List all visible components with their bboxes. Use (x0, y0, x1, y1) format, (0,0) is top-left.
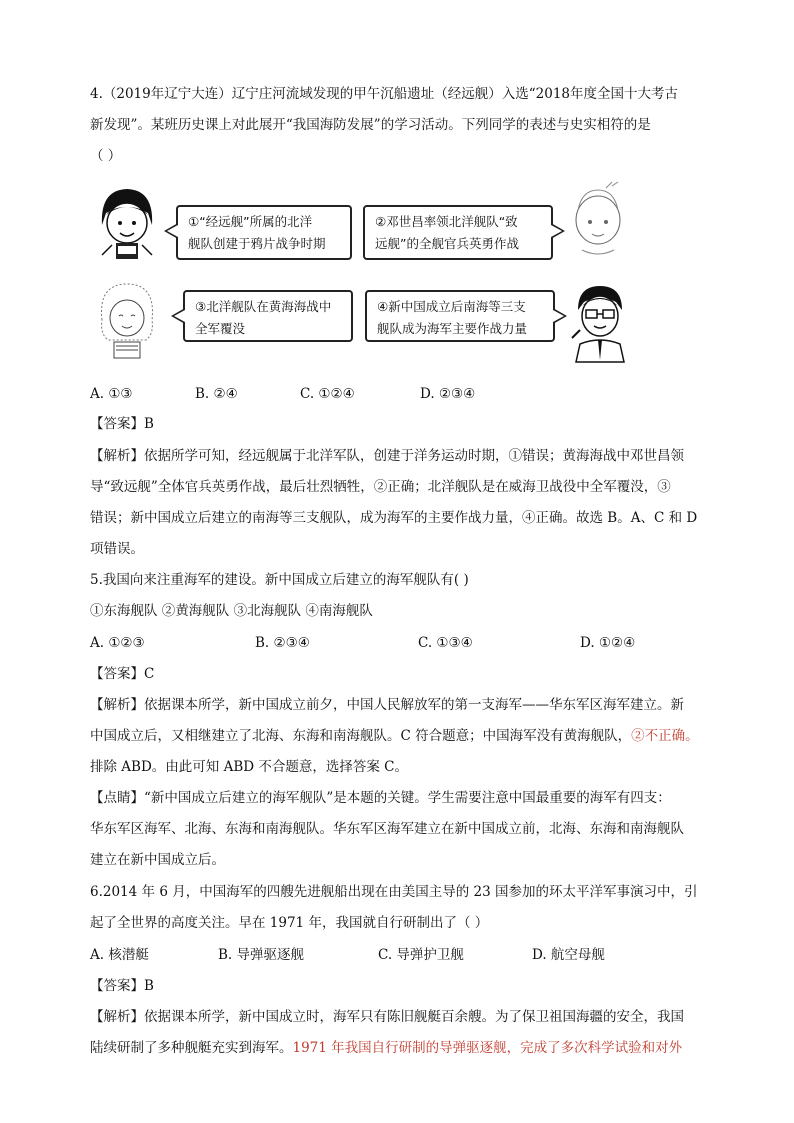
q4-analysis-line2: 导“致远舰”全体官兵英勇作战，最后壮烈牺牲，②正确；北洋舰队是在威海卫战役中全军覆没，③ (90, 479, 671, 495)
boy-sketch-figure (568, 180, 628, 264)
q6-analysis-line2-main: 陆续研制了多种舰艇充实到海军。 (90, 1040, 293, 1056)
q6-answer: 【答案】B (90, 978, 154, 994)
q5-analysis-line2-highlight: ②不正确。 (631, 728, 699, 744)
q5-analysis-line1: 【解析】依据课本所学，新中国成立前夕，中国人民解放军的第一支海军——华东军区海军建立。新 (90, 697, 684, 713)
q4-option-c: C. ①②④ (300, 386, 355, 402)
q6-option-a: A. 核潜艇 (90, 947, 149, 963)
speech-bubble-1 (176, 205, 352, 260)
bubble-3-line2: 全军覆没 (195, 321, 246, 336)
q4-option-b: B. ②④ (195, 386, 238, 402)
q6-option-d: D. 航空母舰 (532, 947, 605, 963)
q4-analysis-line3: 错误；新中国成立后建立的南海等三支舰队，成为海军的主要作战力量，④正确。故选 B。A、C 和 D (90, 510, 698, 526)
q6-analysis-line1: 【解析】依据课本所学，新中国成立时，海军只有陈旧舰艇百余艘。为了保卫祖国海疆的安全，我国 (90, 1009, 684, 1025)
q5-analysis-line3: 排除 ABD。由此可知 ABD 不合题意，选择答案 C。 (90, 759, 408, 775)
q5-items: ①东海舰队 ②黄海舰队 ③北海舰队 ④南海舰队 (90, 603, 373, 619)
bubble-tail (171, 308, 185, 324)
q5-answer: 【答案】C (90, 666, 155, 682)
q5-tip-line2: 华东军区海军、北海、东海和南海舰队。华东军区海军建立在新中国成立前，北海、东海和南海舰队 (90, 821, 684, 837)
girl-curly-hair-figure (94, 278, 160, 366)
bubble-1-line2: 舰队创建于鸦片战争时期 (188, 236, 326, 251)
bubble-tail (551, 223, 565, 239)
q4-answer: 【答案】B (90, 416, 154, 432)
q6-stem-line1: 6.2014 年 6 月，中国海军的四艘先进舰船出现在由美国主导的 23 国参加的环太平洋军事演习中，引 (90, 884, 698, 900)
q4-option-d: D. ②③④ (420, 386, 476, 402)
bubble-3-line1: ③北洋舰队在黄海海战中 (195, 299, 332, 314)
speech-bubble-2 (363, 205, 553, 260)
q6-stem-line2: 起了全世界的高度关注。早在 1971 年，我国就自行研制出了（ ） (90, 915, 489, 931)
speech-bubble-3 (183, 290, 353, 342)
q4-analysis-line4: 项错误。 (90, 541, 144, 557)
q6-analysis-line2 (90, 1038, 682, 1058)
bubble-2-line1: ②邓世昌率领北洋舰队“致 (375, 214, 518, 229)
speech-bubble-4 (365, 290, 555, 342)
q4-analysis-line1: 【解析】依据所学可知，经远舰属于北洋军队，创建于洋务运动时期，①错误；黄海海战中邓世昌领 (90, 448, 684, 464)
bubble-4-line2: 舰队成为海军主要作战力量 (377, 321, 528, 336)
bubble-tail (553, 308, 567, 324)
q5-analysis-line2-main: 中国成立后，又相继建立了北海、东海和南海舰队。C 符合题意；中国海军没有黄海舰队， (90, 728, 632, 744)
bubble-tail (164, 223, 178, 239)
boy-glasses-figure (566, 280, 632, 368)
q5-option-d: D. ①②④ (580, 635, 636, 651)
bubble-4-line1: ④新中国成立后南海等三支 (377, 299, 526, 314)
q5-option-c: C. ①③④ (418, 635, 473, 651)
bubble-1-line1: ①“经远舰”所属的北洋 (188, 214, 313, 229)
q5-option-a: A. ①②③ (90, 635, 145, 651)
q4-stem-line1: 4.（2019年辽宁大连）辽宁庄河流域发现的甲午沉船遗址（经远舰）入选“2018年度全国十大考古 (90, 86, 678, 102)
q5-tip-line3: 建立在新中国成立后。 (90, 852, 225, 868)
q4-option-a: A. ①③ (90, 386, 133, 402)
q5-stem: 5.我国向来注重海军的建设。新中国成立后建立的海军舰队有( ) (90, 572, 469, 588)
girl-short-hair-figure (92, 185, 162, 269)
q6-option-b: B. 导弹驱逐舰 (218, 947, 305, 963)
bubble-2-line2: 远舰”的全舰官兵英勇作战 (375, 236, 519, 251)
q5-analysis-line2 (90, 726, 699, 746)
q5-option-b: B. ②③④ (255, 635, 310, 651)
q6-analysis-line2-highlight: 1971 年我国自行研制的导弹驱逐舰，完成了多次科学试验和对外 (292, 1040, 683, 1056)
q6-option-c: C. 导弹护卫舰 (378, 947, 464, 963)
q4-stem-blank: （ ） (90, 148, 122, 164)
q5-tip-line1: 【点睛】“新中国成立后建立的海军舰队”是本题的关键。学生需要注意中国最重要的海军有四支： (90, 790, 671, 806)
q4-stem-line2: 新发现”。某班历史课上对此展开“我国海防发展”的学习活动。下列同学的表述与史实相符的是 (90, 117, 651, 133)
